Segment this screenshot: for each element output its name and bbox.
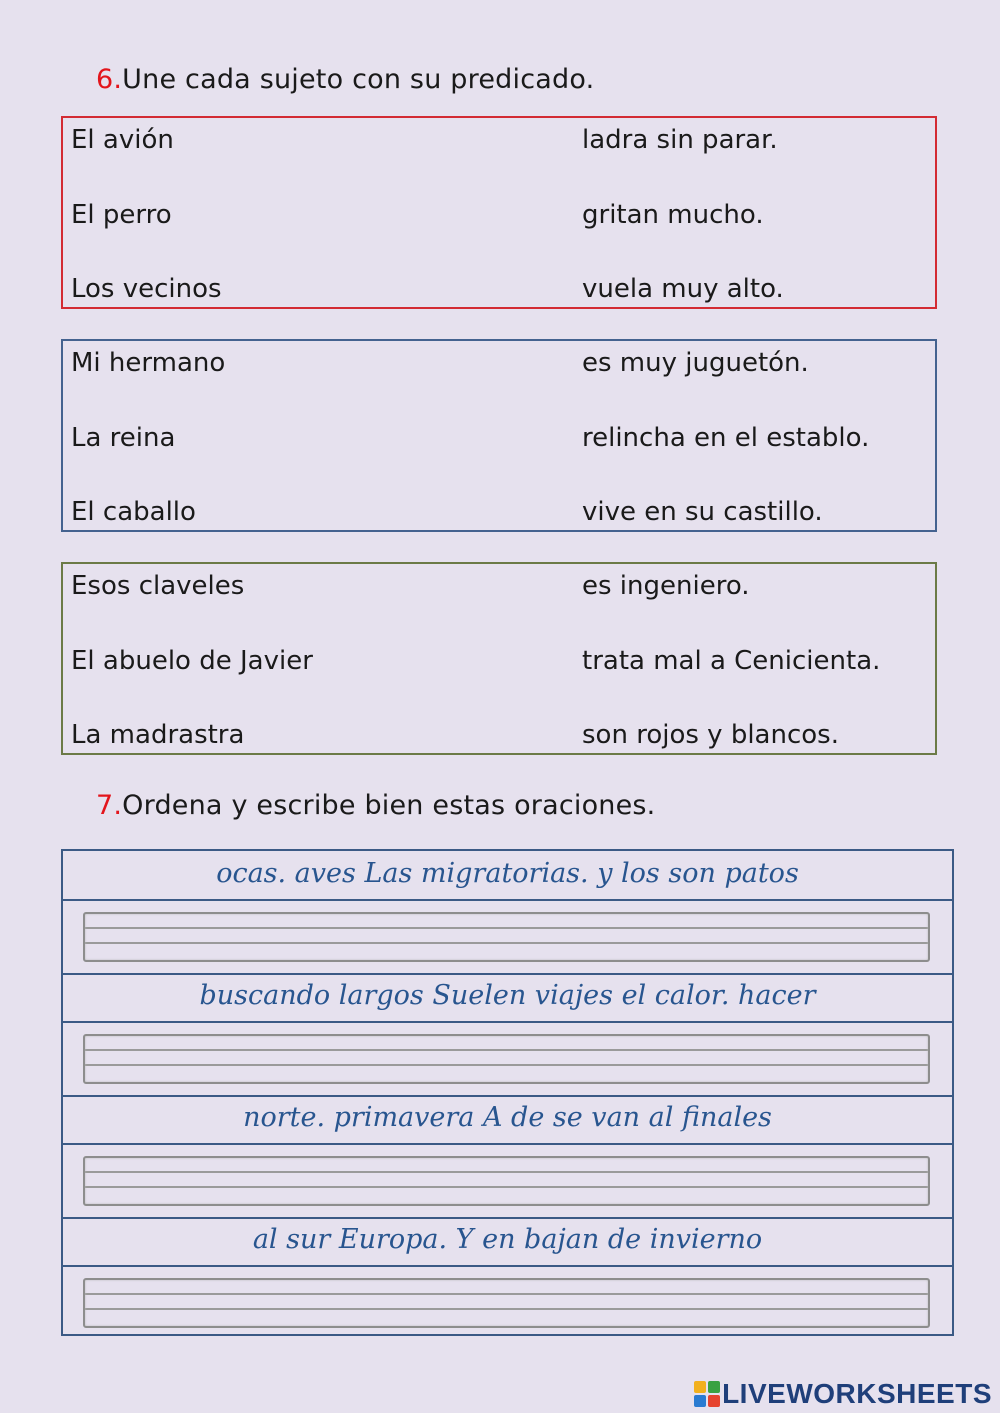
scrambled-sentence-3: norte. primavera A de se van al finales: [63, 1095, 952, 1145]
exercise-7-number: 7.: [96, 790, 123, 821]
match-group-1: [61, 116, 937, 309]
match-row: [63, 717, 935, 753]
exercise-6-heading: [96, 64, 594, 95]
answer-field-1[interactable]: [83, 912, 930, 962]
predicate-text[interactable]: vuela muy alto.: [582, 274, 784, 304]
sentence-order-table: [61, 849, 954, 1336]
predicate-text[interactable]: vive en su castillo.: [582, 497, 823, 527]
scrambled-sentence-1: ocas. aves Las migratorias. y los son patos: [63, 851, 952, 901]
subject-text[interactable]: Los vecinos: [71, 274, 222, 304]
subject-text[interactable]: La madrastra: [71, 720, 245, 750]
answer-row-2: [63, 1023, 952, 1097]
subject-text[interactable]: El perro: [71, 200, 172, 230]
match-row: [63, 197, 935, 233]
scrambled-sentence-4: al sur Europa. Y en bajan de invierno: [63, 1217, 952, 1267]
exercise-6-title: Une cada sujeto con su predicado.: [122, 64, 595, 95]
match-row: [63, 643, 935, 679]
predicate-text[interactable]: ladra sin parar.: [582, 125, 778, 155]
match-group-2: [61, 339, 937, 532]
subject-text[interactable]: La reina: [71, 423, 176, 453]
answer-row-1: [63, 901, 952, 975]
match-row: [63, 345, 935, 381]
predicate-text[interactable]: gritan mucho.: [582, 200, 764, 230]
subject-text[interactable]: Esos claveles: [71, 571, 245, 601]
liveworksheets-logo-icon: [694, 1381, 720, 1407]
answer-field-3[interactable]: [83, 1156, 930, 1206]
exercise-6-number: 6.: [96, 64, 123, 95]
exercise-7-title: Ordena y escribe bien estas oraciones.: [122, 790, 656, 821]
match-row: [63, 494, 935, 530]
subject-text[interactable]: Mi hermano: [71, 348, 226, 378]
answer-field-4[interactable]: [83, 1278, 930, 1328]
liveworksheets-brand: [694, 1378, 992, 1410]
subject-text[interactable]: El avión: [71, 125, 174, 155]
match-row: [63, 420, 935, 456]
subject-text[interactable]: El abuelo de Javier: [71, 646, 313, 676]
exercise-7-heading: [96, 790, 655, 821]
match-group-3: [61, 562, 937, 755]
answer-field-2[interactable]: [83, 1034, 930, 1084]
predicate-text[interactable]: son rojos y blancos.: [582, 720, 839, 750]
brand-name: LIVEWORKSHEETS: [722, 1378, 992, 1409]
predicate-text[interactable]: relincha en el establo.: [582, 423, 870, 453]
subject-text[interactable]: El caballo: [71, 497, 196, 527]
scrambled-sentence-2: buscando largos Suelen viajes el calor. hacer: [63, 973, 952, 1023]
predicate-text[interactable]: trata mal a Cenicienta.: [582, 646, 881, 676]
match-row: [63, 271, 935, 307]
match-row: [63, 568, 935, 604]
predicate-text[interactable]: es ingeniero.: [582, 571, 750, 601]
answer-row-3: [63, 1145, 952, 1219]
answer-row-4: [63, 1267, 952, 1339]
match-row: [63, 122, 935, 158]
predicate-text[interactable]: es muy juguetón.: [582, 348, 809, 378]
